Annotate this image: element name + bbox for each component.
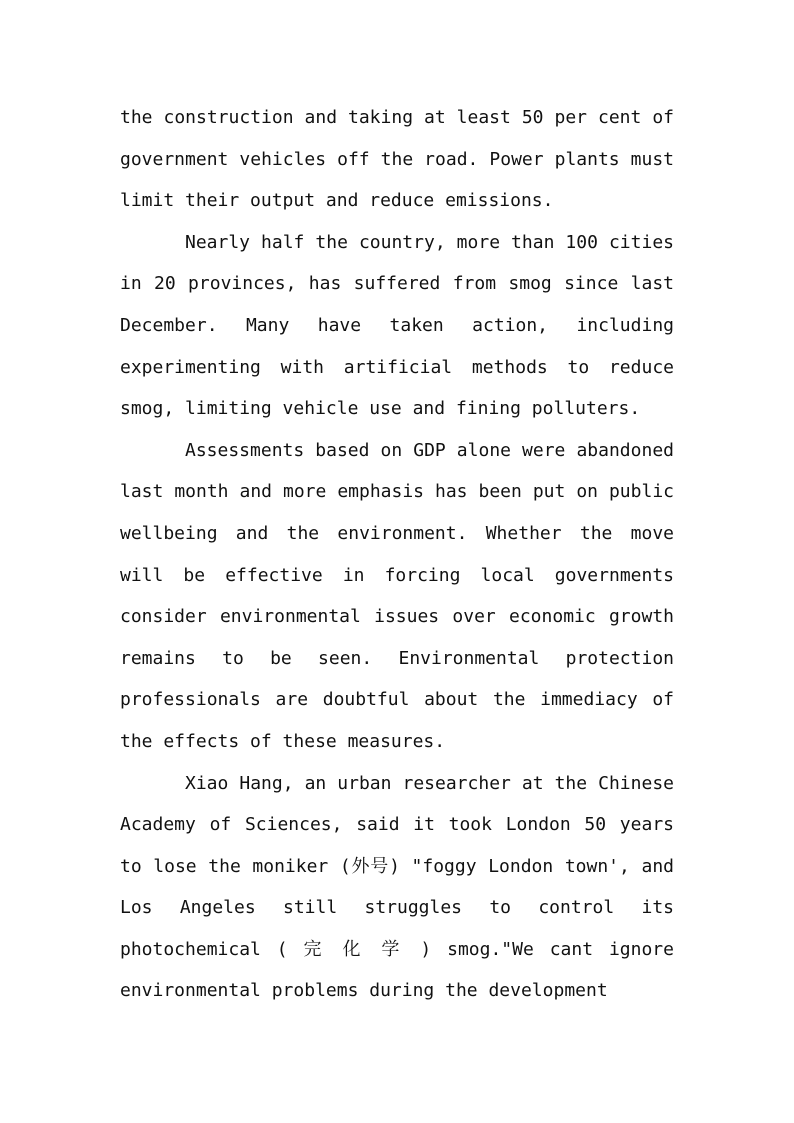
- paragraph-1: the construction and taking at least 50 per cent of government vehicles off the road. Power plants must limit their output and reduce emissions.: [120, 107, 674, 212]
- document-page: [120, 97, 674, 1012]
- paragraph-2: Nearly half the country, more than 100 cities in 20 provinces, has suffered from smog since last December. Many have taken action, including experimenting with artificial methods to reduce smog, limiting vehicle use and fining polluters.: [120, 231, 674, 420]
- paragraph-3: Assessments based on GDP alone were abandoned last month and more emphasis has been put on public wellbeing and the environment. Whether the move will be effective in forcing local governments consider environmental issues over economic growth remains to be seen. Environmental protection professionals are doubtful about the immediacy of the effects of these measures.: [120, 439, 674, 752]
- paragraph-4: Xiao Hang, an urban researcher at the Chinese Academy of Sciences, said it took London 50 years to lose the moniker (外号) "foggy London town', and Los Angeles still struggles to control its photochemical ( 完 化 学 ) smog."We cant ignore environmental problems during the development: [120, 772, 674, 1002]
